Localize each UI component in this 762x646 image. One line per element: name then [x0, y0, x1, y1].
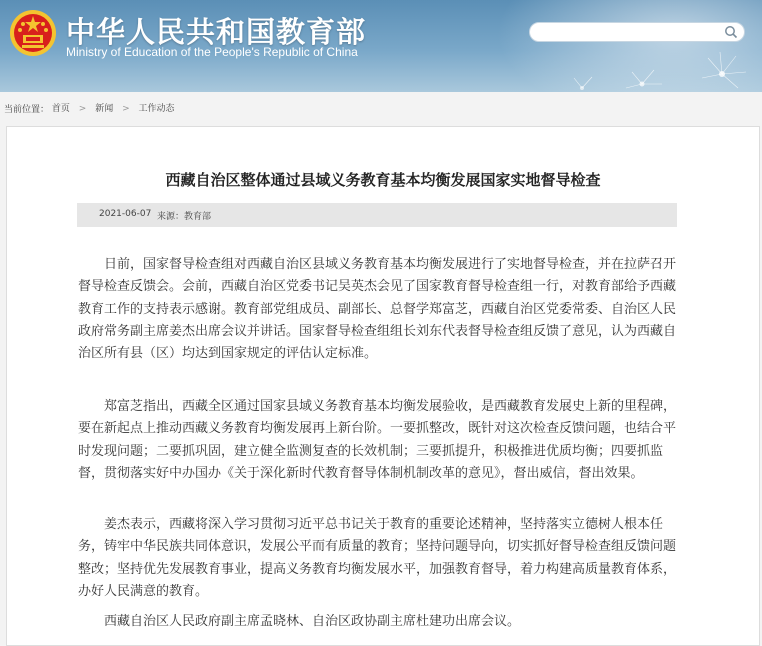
national-emblem-icon — [8, 8, 58, 58]
breadcrumb — [4, 101, 175, 121]
search-input[interactable] — [540, 25, 720, 39]
article-title: 西藏自治区整体通过县域义务教育基本均衡发展国家实地督导检查 — [165, 171, 601, 189]
article-paragraph-2: 郑富芝指出，西藏全区通过国家县域义务教育基本均衡发展验收，是西藏教育发展史上新的里程碑，要在新起点上推动西藏义务教育均衡发展再上新台阶。一要抓整改，既针对这次检查反馈问题，也结合平时发现问题；二要抓巩固，建立健全监测复查的长效机制；三要抓提升，积极推进优质均衡；四要抓监督，贯彻落实好中办国办《关于深化新时代教育督导体制机制改革的意见》，督出威信，督出效果。 — [78, 399, 677, 481]
breadcrumb-home-link[interactable]: 首页 — [51, 104, 70, 114]
article-date: 2021-06-07 — [99, 209, 152, 219]
article-container — [6, 126, 760, 646]
search-box[interactable] — [529, 22, 745, 42]
search-icon[interactable] — [724, 25, 738, 39]
article-meta-bar — [77, 203, 677, 227]
article-paragraph-3: 姜杰表示，西藏将深入学习贯彻习近平总书记关于教育的重要论述精神，坚持落实立德树人根本任务，铸牢中华民族共同体意识，发展公平而有质量的教育；坚持问题导向，切实抓好督导检查组反馈问题整改；坚持优先发展教育事业，提高义务教育均衡发展水平，加强教育督导，着力构建高质量教育体系，办好人民满意的教育。 — [78, 517, 677, 599]
breadcrumb-news-link[interactable]: 新闻 — [95, 104, 114, 114]
breadcrumb-label: 当前位置： — [4, 105, 50, 115]
breadcrumb-work-news-link[interactable]: 工作动态 — [138, 104, 175, 114]
article-paragraph-1: 日前，国家督导检查组对西藏自治区县域义务教育基本均衡发展进行了实地督导检查，并在拉萨召开督导检查反馈会。会前，西藏自治区党委书记吴英杰会见了国家教育督导检查组一行，对教育部给予西藏教育工作的支持表示感谢。教育部党组成员、副部长、总督学郑富芝，西藏自治区党委常委、自治区人民政府常务副主席姜杰出席会议并讲话。国家督导检查组组长刘东代表督导检查组反馈了意见，认为西藏自治区所有县（区）均达到国家规定的评估认定标准。 — [78, 257, 677, 362]
breadcrumb-separator: > — [78, 103, 87, 114]
dandelion-decoration — [522, 44, 762, 92]
site-title-cn: 中华人民共和国教育部 — [66, 15, 367, 49]
site-title-en: Ministry of Education of the People's Republic of China — [66, 45, 358, 59]
article-source: 来源：教育部 — [157, 212, 212, 222]
site-header — [0, 0, 762, 92]
article-paragraph-4: 西藏自治区人民政府副主席孟晓林、自治区政协副主席杜建功出席会议。 — [104, 614, 521, 629]
breadcrumb-separator: > — [122, 103, 130, 114]
